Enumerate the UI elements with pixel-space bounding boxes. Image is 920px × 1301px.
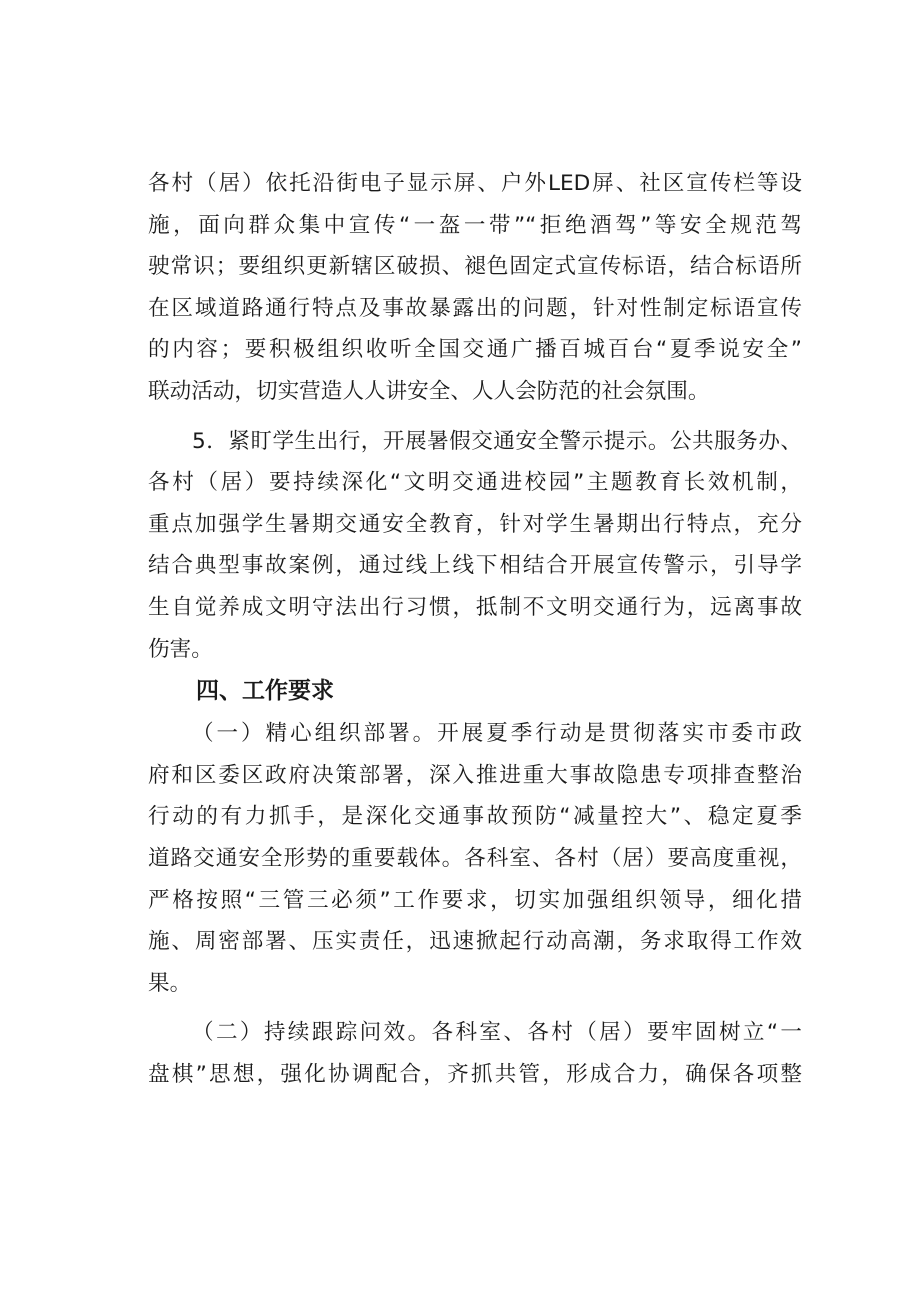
paragraph-line: 5．紧盯学生出行，开展暑假交通安全警示提示。公共服务办、 <box>192 428 802 454</box>
paragraph-line: 行动的有力抓手，是深化交通事故预防“减量控大”、稳定夏季 <box>148 804 802 830</box>
paragraph-line: 结合典型事故案例，通过线上线下相结合开展宣传警示，引导学 <box>148 553 802 579</box>
paragraph-line: 生自觉养成文明守法出行习惯，抵制不文明交通行为，远离事故 <box>148 594 802 620</box>
paragraph-line: 各村（居）依托沿街电子显示屏、户外LED屏、社区宣传栏等设 <box>148 171 802 196</box>
paragraph-line: 施，面向群众集中宣传“一盔一带”“拒绝酒驾”等安全规范驾 <box>148 212 802 238</box>
document-body <box>148 163 802 1095</box>
paragraph-line: 的内容；要积极组织收听全国交通广播百城百台“夏季说安全” <box>148 337 802 363</box>
paragraph-line: 驶常识；要组织更新辖区破损、褪色固定式宣传标语，结合标语所 <box>148 254 802 280</box>
paragraph-line: 严格按照“三管三必须”工作要求，切实加强组织领导，细化措 <box>148 887 802 913</box>
paragraph-line: 伤害。 <box>148 636 213 662</box>
paragraph-line: 盘棋”思想，强化协调配合，齐抓共管，形成合力，确保各项整 <box>148 1061 802 1087</box>
paragraph-line: 施、周密部署、压实责任，迅速掀起行动高潮，务求取得工作效 <box>148 929 802 955</box>
paragraph-line: （一）精心组织部署。开展夏季行动是贯彻落实市委市政 <box>192 721 802 747</box>
paragraph-line: 在区域道路通行特点及事故暴露出的问题，针对性制定标语宣传 <box>148 295 802 321</box>
paragraph-line: （二）持续跟踪问效。各科室、各村（居）要牢固树立“一 <box>192 1020 802 1046</box>
paragraph-line: 重点加强学生暑期交通安全教育，针对学生暑期出行特点，充分 <box>148 511 802 537</box>
paragraph-line: 道路交通安全形势的重要载体。各科室、各村（居）要高度重视， <box>148 845 802 871</box>
paragraph-line: 各村（居）要持续深化“文明交通进校园”主题教育长效机制， <box>148 470 802 496</box>
paragraph-line: 府和区委区政府决策部署，深入推进重大事故隐患专项排查整治 <box>148 762 802 788</box>
paragraph-line: 联动活动，切实营造人人讲安全、人人会防范的社会氛围。 <box>148 378 710 404</box>
paragraph-line: 果。 <box>148 970 192 996</box>
section-heading: 四、工作要求 <box>196 678 334 705</box>
